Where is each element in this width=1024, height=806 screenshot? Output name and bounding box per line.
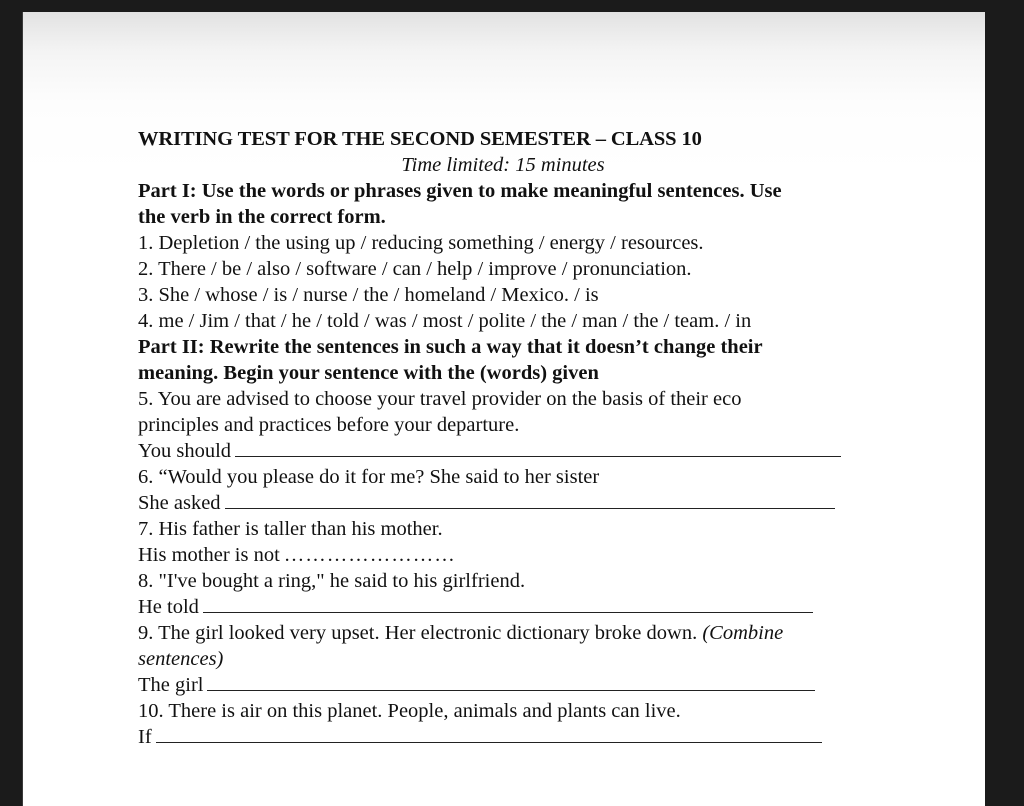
answer-8-start: He told — [138, 596, 199, 618]
question-7: 7. His father is taller than his mother. — [138, 518, 443, 540]
answer-line-5 — [138, 438, 878, 464]
question-9-line2: sentences) — [138, 648, 224, 670]
answer-8-blank — [203, 594, 813, 613]
question-4: 4. me / Jim / that / he / told / was / most / polite / the / man / the / team. / in — [138, 310, 752, 332]
part1-heading-line2: the verb in the correct form. — [138, 206, 386, 228]
part2-heading-line1: Part II: Rewrite the sentences in such a way that it doesn’t change their — [138, 336, 763, 358]
question-10: 10. There is air on this planet. People, animals and plants can live. — [138, 700, 681, 722]
answer-line-8 — [138, 594, 878, 620]
question-9-line1 — [138, 620, 878, 646]
answer-5-start: You should — [138, 440, 232, 462]
answer-line-7 — [138, 542, 878, 568]
question-2: 2. There / be / also / software / can / help / improve / pronunciation. — [138, 258, 692, 280]
test-title: WRITING TEST FOR THE SECOND SEMESTER – CLASS 10 — [138, 128, 702, 150]
answer-9-start: The girl — [138, 674, 204, 696]
part2-heading-line2: meaning. Begin your sentence with the (words) given — [138, 362, 599, 384]
question-8: 8. "I've bought a ring," he said to his girlfriend. — [138, 570, 526, 592]
answer-line-6 — [138, 490, 878, 516]
answer-6-blank — [225, 490, 835, 509]
answer-6-start: She asked — [138, 492, 221, 514]
answer-5-blank — [235, 438, 841, 457]
answer-10-start: If — [138, 726, 152, 748]
answer-line-9 — [138, 672, 878, 698]
document-content — [138, 126, 878, 750]
question-9-text: 9. The girl looked very upset. Her electronic dictionary broke down. — [138, 622, 698, 644]
answer-7-dots: …………………… — [283, 544, 456, 566]
answer-7-start: His mother is not — [138, 544, 280, 566]
question-9-combine: (Combine — [702, 622, 784, 644]
question-5-line1: 5. You are advised to choose your travel provider on the basis of their eco — [138, 388, 742, 410]
question-1: 1. Depletion / the using up / reducing something / energy / resources. — [138, 232, 704, 254]
answer-10-blank — [156, 724, 822, 743]
question-3: 3. She / whose / is / nurse / the / homeland / Mexico. / is — [138, 284, 599, 306]
part1-heading-line1: Part I: Use the words or phrases given to make meaningful sentences. Use — [138, 180, 782, 202]
question-6: 6. “Would you please do it for me? She said to her sister — [138, 466, 600, 488]
time-limit: Time limited: 15 minutes — [401, 154, 605, 176]
question-5-line2: principles and practices before your departure. — [138, 414, 520, 436]
answer-9-blank — [207, 672, 815, 691]
answer-line-10 — [138, 724, 878, 750]
